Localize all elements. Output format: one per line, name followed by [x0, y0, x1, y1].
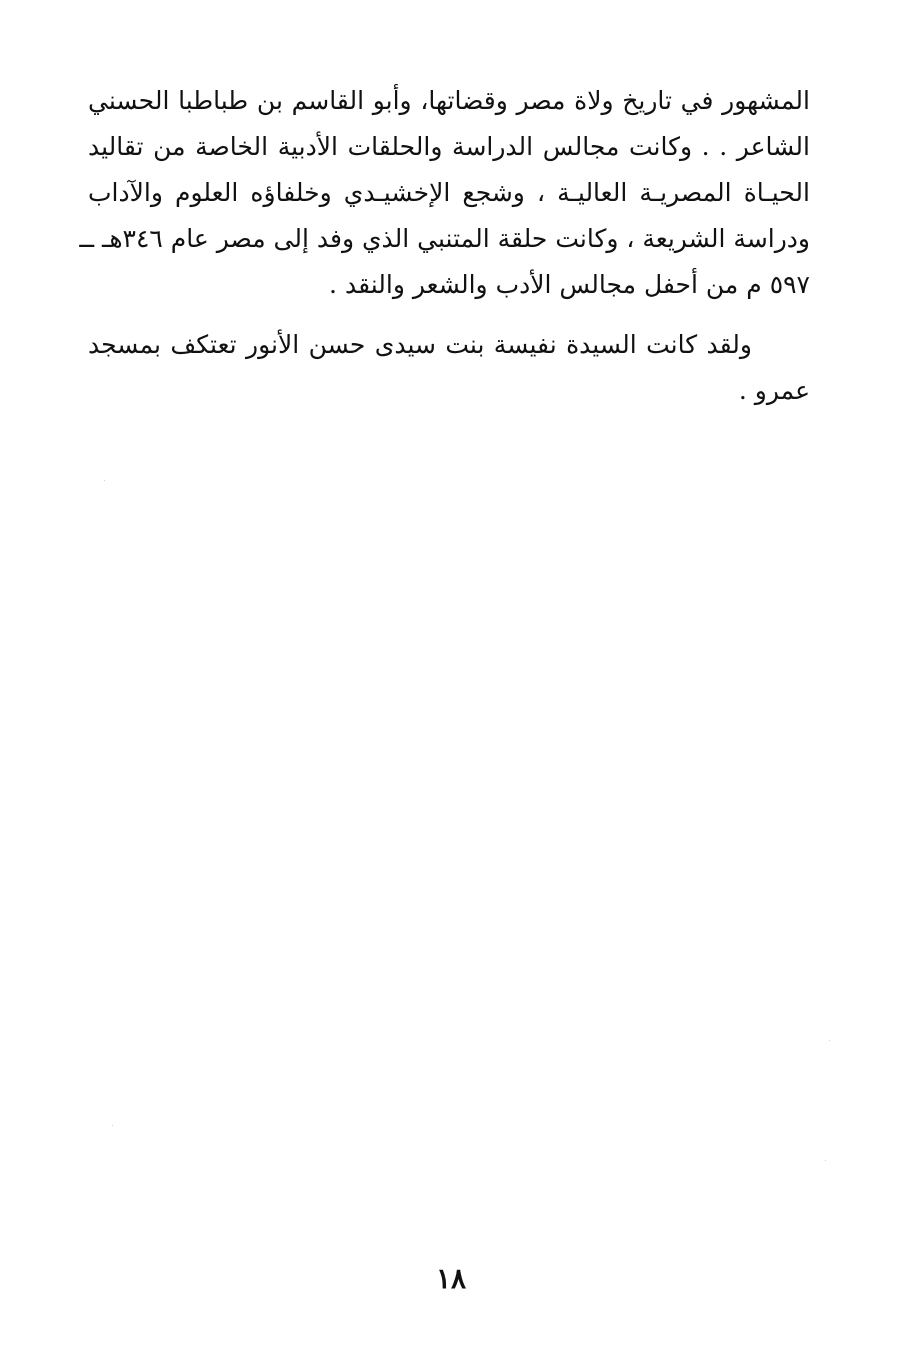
scan-speck — [112, 1125, 113, 1126]
text-line: ودراسة الشريعة ، وكانت حلقة المتنبي الذي وفد إلى مصر عام ٣٤٦هـ ــ — [79, 224, 810, 253]
text-line: الشاعر . . وكانت مجالس الدراسة والحلقات الأدبية الخاصة من تقاليد — [88, 132, 810, 161]
text-line: المشهور في تاريخ ولاة مصر وقضاتها، وأبو القاسم بن طباطبا الحسني — [88, 86, 810, 115]
body-text — [79, 78, 810, 414]
text-line: ٥٩٧ م من أحفل مجالس الأدب والشعر والنقد . — [329, 270, 810, 299]
paragraph — [88, 322, 810, 414]
scan-speck — [829, 1040, 830, 1041]
scan-speck — [825, 1160, 826, 1161]
page-number: ١٨ — [435, 1262, 467, 1295]
paragraph-gap — [88, 308, 810, 322]
text-line: ولقد كانت السيدة نفيسة بنت سيدى حسن الأنور تعتكف بمسجد — [88, 330, 752, 359]
scan-speck — [104, 480, 105, 481]
text-line: عمرو . — [738, 376, 810, 405]
text-line: الحيـاة المصريـة العاليـة ، وشجع الإخشيـدي وخلفاؤه العلوم والآداب — [88, 178, 810, 207]
paragraph — [79, 78, 810, 308]
